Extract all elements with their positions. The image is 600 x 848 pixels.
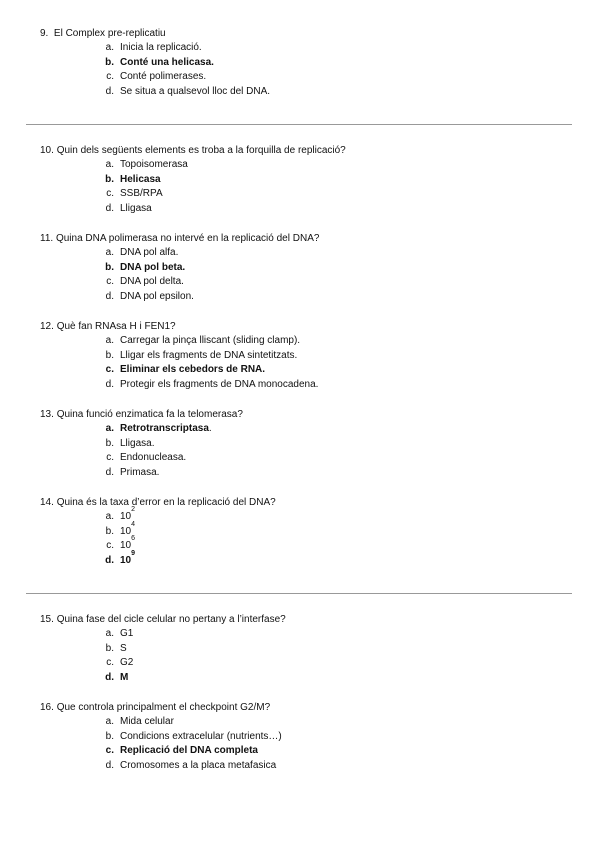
- option-d: d. Lligasa: [105, 203, 152, 215]
- option-c-correct: c. Eliminar els cebedors de RNA.: [105, 364, 266, 376]
- option-d-correct: d. M: [105, 672, 129, 684]
- option-a: a. Mida celular: [105, 716, 174, 727]
- option-d-correct: d. 10 9: [105, 550, 136, 567]
- option-d: d. Primasa.: [105, 467, 160, 479]
- option-c: c. Conté polimerases.: [106, 71, 207, 83]
- question-stem: 15. Quina fase del cicle celular no pertany a l’interfase?: [40, 614, 286, 625]
- question-stem: 11. Quina DNA polimerasa no intervé en la replicació del DNA?: [40, 233, 320, 244]
- option-b: b. S: [105, 642, 127, 654]
- question-15: [40, 613, 580, 686]
- option-b: b. Lligar els fragments de DNA sintetitzats.: [105, 349, 298, 361]
- option-a: a. 10 2: [105, 506, 136, 522]
- question-stem: 9. El Complex pre-replicatiu: [40, 28, 166, 39]
- question-16: [40, 701, 580, 774]
- question-13: [40, 408, 580, 481]
- option-a: a. Inicia la replicació.: [105, 42, 202, 53]
- section-divider: [26, 124, 572, 125]
- question-11: [40, 232, 580, 305]
- option-a: a. DNA pol alfa.: [105, 247, 179, 258]
- option-c: c. DNA pol delta.: [106, 276, 184, 288]
- option-b-correct: b. Conté una helicasa.: [105, 56, 214, 68]
- question-stem: 10. Quin dels següents elements es troba a la forquilla de replicació?: [40, 145, 346, 156]
- option-d: d. Cromosomes a la placa metafasica: [105, 760, 277, 772]
- option-b-correct: b. Helicasa: [105, 173, 161, 185]
- option-c: c. 10 6: [106, 535, 136, 552]
- question-12: [40, 320, 580, 393]
- option-b: b. Condicions extracelular (nutrients…): [105, 730, 282, 742]
- option-d: d. Se situa a qualsevol lloc del DNA.: [105, 86, 271, 98]
- option-b: b. Lligasa.: [105, 437, 155, 449]
- option-c: c. G2: [106, 657, 134, 669]
- option-c: c. Endonucleasa.: [106, 452, 187, 464]
- section-divider: [26, 593, 572, 594]
- question-10: [40, 144, 580, 217]
- question-stem: 12. Què fan RNAsa H i FEN1?: [40, 321, 176, 332]
- option-a: a. Carregar la pinça lliscant (sliding clamp).: [105, 335, 301, 346]
- option-a-correct: a. Retrotranscriptasa .: [105, 423, 212, 434]
- option-a: a. G1: [105, 628, 134, 639]
- option-a: a. Topoisomerasa: [105, 159, 188, 170]
- question-stem: 16. Que controla principalment el checkpoint G2/M?: [40, 702, 271, 713]
- option-b: b. 10 4: [105, 520, 136, 537]
- question-14: [40, 496, 580, 569]
- option-d: d. DNA pol epsilon.: [105, 291, 194, 303]
- option-c-correct: c. Replicació del DNA completa: [105, 745, 258, 757]
- question-9: [40, 27, 580, 100]
- question-stem: 14. Quina és la taxa d’error en la replicació del DNA?: [40, 497, 276, 508]
- option-b-correct: b. DNA pol beta.: [105, 261, 186, 273]
- question-stem: 13. Quina funció enzimatica fa la telomerasa?: [40, 409, 243, 420]
- option-d: d. Protegir els fragments de DNA monocadena.: [105, 379, 319, 391]
- option-c: c. SSB/RPA: [106, 188, 163, 200]
